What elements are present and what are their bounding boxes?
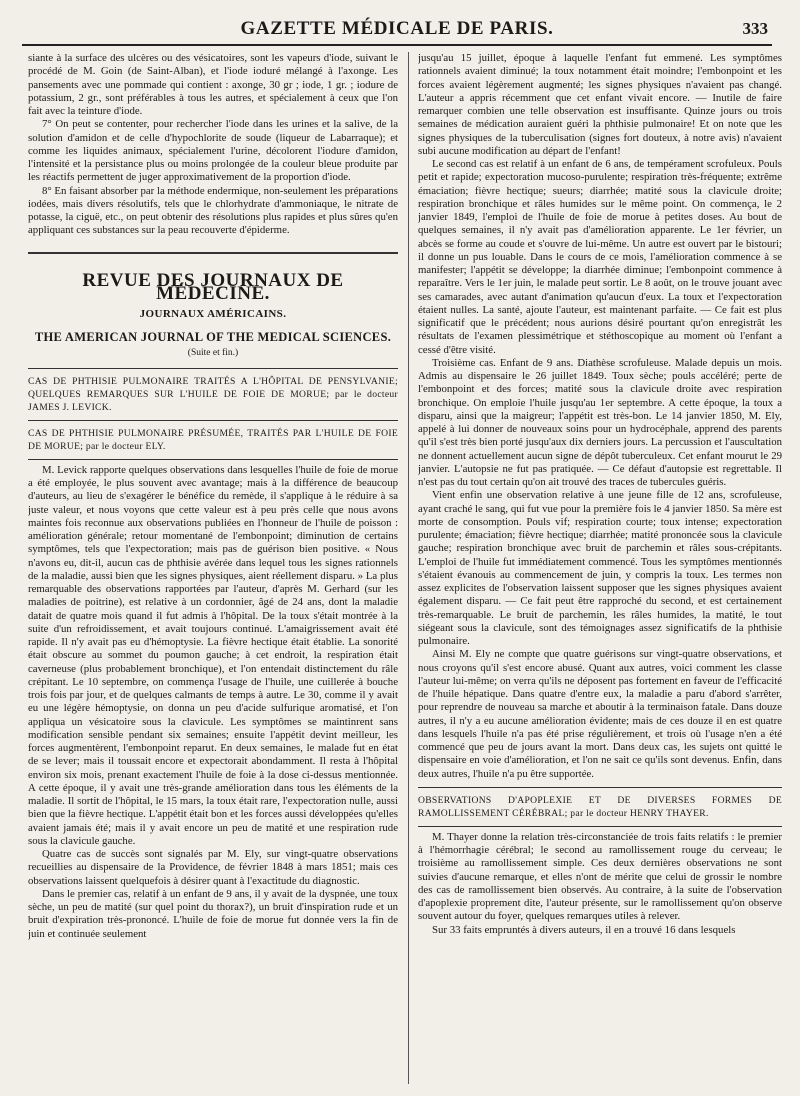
page-header: [22, 18, 772, 46]
article-title-thayer: OBSERVATIONS D'APOPLEXIE ET DE DIVERSES FORMES DE RAMOLLISSEMENT CÉRÉBRAL; par le docteur HENRY THAYER.: [418, 794, 782, 819]
section-rule: [28, 252, 398, 254]
body-paragraph: Troisième cas. Enfant de 9 ans. Diathèse scrofuleuse. Malade depuis un mois. Admis au dispensaire le 26 juillet 1849. Toux sèche; pouls accéléré; perte de l'embonpoint et des forces; matité sous la clavicule droite avec respiration bronchique. On emploie l'huile jusqu'au 1er septembre. A cette époque, la toux a disparu, ainsi que la maigreur; l'appétit est très-bon. Le 14 janvier 1850, M. Ely, appelé à lui donner de nouveaux soins pour un hydrocéphale, apprend des parents qu'il s'est très bien porté jusqu'aux dix derniers jours. La percussion et l'auscultation ne donnent actuellement aucun signe de dépôt tuberculeux. Cet enfant mourut le 29 janvier. L'autopsie ne fut pas pratiquée. — Ce défaut d'autopsie est regrettable. Il n'est pas du tout certain qu'on ait trouvé des traces de tubercules guéris.: [418, 356, 782, 488]
review-title: REVUE DES JOURNAUX DE MÉDECINE.: [82, 269, 344, 304]
subsection-title: JOURNAUX AMÉRICAINS.: [139, 308, 287, 320]
continued-note: (Suite et fin.): [187, 347, 239, 358]
page-number: 333: [742, 19, 768, 38]
body-paragraph: Sur 33 faits empruntés à divers auteurs, il en a trouvé 16 dans lesquels: [432, 923, 736, 936]
body-paragraph: M. Thayer donne la relation très-circonstanciée de trois faits relatifs : le premier à l'hémorrhagie cérébral; le second au ramollissement rouge du cerveau; le troisième au ramollissement simple. Ces deux dernières observations ne sont suivies d'aucune remarque, et elles n'ont de mérite que celui de grossir le nombre des cas de ramollissement bien observés. Au contraire, à la suite de l'observation d'apoplexie proprement dite, l'auteur présente, sur le ramollissement qu'on observe souvent autour du foyer, quelques remarques utiles à relever.: [418, 830, 782, 923]
running-title: GAZETTE MÉDICALE DE PARIS.: [240, 18, 554, 39]
article-title-levick: CAS DE PHTHISIE PULMONAIRE TRAITÉS A L'HÔPITAL DE PENSYLVANIE; QUELQUES REMARQUES SUR L'HUILE DE FOIE DE MORUE; par le docteur JAMES J. LEVICK.: [28, 375, 398, 413]
intro-paragraph-1: siante à la surface des ulcères ou des vésicatoires, sont les vapeurs d'iode, suivant le procédé de M. Goin (de Saint-Alban), et l'iode ioduré mélangé à l'axonge. Les pansements avec une pommade qui contient : axonge, 30 gr ; iode, 1 gr. ; iodure de potassium, 2 gr., sont préférables à tous les autres, et spécialement à ceux que l'on fait avec la teinture d'iode.: [28, 52, 398, 117]
body-paragraph: Quatre cas de succès sont signalés par M. Ely, sur vingt-quatre observations recueillies au dispensaire de la Providence, de février 1848 à mars 1851; mais ces observations laissent quelquefois à désirer quant à l'exactitude du diagnostic.: [28, 848, 398, 887]
body-paragraph: Le second cas est relatif à un enfant de 6 ans, de tempérament scrofuleux. Pouls petit et rapide; expectoration mucoso-purulente; respiration très-fréquente; extrême émaciation; fièvre hectique; sueurs; diarrhée; matité sous la clavicule droite; respiration bronchique et râles humides sur le même point. On commença, le 2 janvier 1849, l'emploi de l'huile de foie de morue à petites doses. Au bout de quelques semaines, il n'y avait pas d'amélioration apparente. Le 1er février, un abcès se forme au coude et s'ouvre de lui-même. Un autre est ouvert par le bistouri; il donne un pus louable. Dans le cours de ce mois, l'amélioration commence à se manifester; l'appétit se développe; la diarrhée diminue; l'embonpoint commence à reparaître. Vers le 1er juin, le malade peut sortir. Le 8 août, on le trouve jouant avec ses camarades, avec autant d'animation qu'aucun d'eux. La toux et l'expectoration étaient nulles. La santé, ajoute l'auteur, est maintenant parfaite. — Ce fait est plus significatif que le précédent; nous aurions désiré pourtant qu'on enregistrât les résultats de l'examen plessimétrique et stéthoscopique au moment où l'enfant a cessé d'être visité.: [418, 158, 782, 356]
article-rule: [28, 459, 398, 460]
body-paragraph: Dans le premier cas, relatif à un enfant de 9 ans, il y avait de la dyspnée, une toux sèche, un peu de matité (sur quel point du thorax?), un bruit d'inspiration rude et un bruit d'expiration très-prononcé. L'huile de foie de morue fut donnée vers la fin de juin et continuée seulement: [28, 887, 398, 940]
article-rule: [28, 368, 398, 369]
article-rule: [28, 420, 398, 421]
journal-title: THE AMERICAN JOURNAL OF THE MEDICAL SCIENCES.: [34, 330, 392, 345]
article-rule: [418, 787, 782, 788]
intro-paragraph-2: 7° On peut se contenter, pour rechercher l'iode dans les urines et la salive, de la solution d'amidon et de celle d'hypochlorite de soude (liqueur de Labarraque); et comme les liquides animaux, spécialement l'urine, décolorent l'iodure d'amidon, l'intensité et la persistance plus ou moins prolongée de la couleur bleue produite par les réactifs permettent de juger approximativement de la proportion d'iode.: [28, 118, 398, 184]
body-paragraph: Ainsi M. Ely ne compte que quatre guérisons sur vingt-quatre observations, et nous croyons qu'il s'est encore abusé. Quant aux autres, voici comment les classe l'auteur lui-même; on verra qu'ils ne déposent pas fortement en faveur de l'efficacité de l'huile hépatique. Dans quatre d'entre eux, la maladie a paru d'abord s'arrêter, pour reprendre de nouveau sa marche et aboutir à la terminaison fatale. Dans douze autres, il n'y a eu aucune amélioration évidente; mais de ces douze il en est quatre dans lesquels l'huile n'a pas été prise régulièrement, et trois où l'usage n'en a été commencé que peu de jours avant la mort. Dans deux cas, les sujets ont quitté le dispensaire en voie d'amélioration, et l'on ne sait ce qu'ils sont devenus. Enfin, dans deux autres, l'huile n'a pu être supportée.: [418, 648, 782, 780]
column-divider: [408, 52, 409, 1084]
article-title-ely: CAS DE PHTHISIE PULMONAIRE PRÉSUMÉE, TRAITÉS PAR L'HUILE DE FOIE DE MORUE; par le docteur ELY.: [28, 427, 398, 452]
body-paragraph: Vient enfin une observation relative à une jeune fille de 12 ans, scrofuleuse, ayant craché le sang, qui fut vue pour la première fois le 4 janvier 1850. Sa mère est morte de consomption. Pouls vif; respiration courte; toux intense; expectoration purulente; émaciation; fièvre hectique; diarrhée; matité prononcée sous la clavicule gauche; respiration bronchique avec bruit de parchemin et râles sous-crépitants. L'emploi de l'huile fut immédiatement commencé. Tous les symptômes mentionnés s'étaient évanouis au commencement de juin, y compris la toux. Les termes non assez explicites de l'observation laissent supposer que les signes physiques avaient également disparu. — Ce fait peut être rapproché du second, et est certainement très-remarquable. Le bruit de parchemin, les râles humides, la matité, le tout siégeant sous la clavicule, sont des témoignages assez significatifs de la phthisie pulmonaire.: [418, 489, 782, 647]
left-column: [28, 52, 398, 1086]
intro-paragraph-3: 8° En faisant absorber par la méthode endermique, non-seulement les préparations iodées, mais divers résolutifs, tels que le chlorhydrate d'ammoniaque, le nitrate de potasse, la ciguë, etc., on peut obtenir des résolutions plus rapides et plus sûres qu'en appliquant ces substances sur la peau recouverte d'épiderme.: [28, 184, 398, 237]
body-paragraph: jusqu'au 15 juillet, époque à laquelle l'enfant fut emmené. Les symptômes rationnels avaient diminué; la toux notamment était moindre; l'embonpoint et les forces avaient légèrement augmenté; les signes physiques n'avaient pas changé. L'auteur a appris récemment que cet enfant vivait encore. — Inutile de faire remarquer combien une telle observation est insuffisante. Quinze jours ou trois semaines de médication auraient guéri la phthisie pulmonaire! Et on note que les signes physiques de la tuberculisation (signes fort douteux, à notre avis) n'avaient subi aucune modification au départ de l'enfant!: [418, 52, 782, 157]
right-column: [418, 52, 782, 1086]
article-rule: [418, 826, 782, 827]
body-paragraph: M. Levick rapporte quelques observations dans lesquelles l'huile de foie de morue a été employée, le plus souvent avec avantage; mais à la différence de beaucoup d'auteurs, au lieu de s'exagérer le bénéfice du remède, il s'applique à le réduire à sa juste valeur, et nous voyons que cette valeur est à peu près celle que nous avons maintes fois reconnue aux observations publiées en l'honneur de l'huile de poisson : amélioration générale; retour momentané de l'embonpoint; diminution de certains symptômes, tels que l'expectoration; mais pas de guérison bien positive. « Nous n'avons eu, dit-il, aucun cas de phthisie avérée dans lequel tous les signes rationnels de la maladie, aussi bien que les signes physiques, aient réellement disparu. » La plus remarquable des observations rapportées par l'auteur, d'après M. Gerhard (sur les maladies de poitrine), est relative à un cordonnier, âgé de 24 ans, dont la maladie datait de quatre mois quand il fut admis à l'hôpital. De la toux s'était montrée à la suite d'un refroidissement, et avait toujours continué. L'amaigrissement avait été rapide. Il n'y avait pas eu d'hémoptysie. La fièvre hectique était établie. La sonorité était obscure au sommet du poumon gauche; à cet endroit, la respiration était caverneuse (plus probablement bronchique), et l'on entendait distinctement du râle crépitant. Le 10 septembre, on commença l'usage de l'huile, une cuillerée à bouche trois fois par jour, et de quelques calmants de temps à autre. Le 30, comme il y avait eu une légère hémoptysie, on donna un peu d'acide sulfurique aromatisé, et l'on appliqua un vésicatoire sous la clavicule. Les symptômes se maintinrent sans modification sensible pendant six semaines; ensuite l'appétit devint meilleur, les forces augmentèrent, l'embonpoint reparut. En deux semaines, le malade fut en état de se lever; mais il toussait encore et expectorait abondamment. Il resta à l'hôpital environ six mois, prenant exactement l'huile de foie à la dose ci-dessus mentionnée. A cette époque, il y avait une très-grande amélioration dans tous les éléments de la maladie. Il sortit de l'hôpital, le 15 mars, la toux était rare, l'expectoration nulle, aussi bien que la fièvre hectique. L'appétit était bon et les forces aussi développées qu'elles avaient jamais été; mais il y avait encore un peu de matité et une respiration rude sous la clavicule gauche.: [28, 463, 398, 847]
